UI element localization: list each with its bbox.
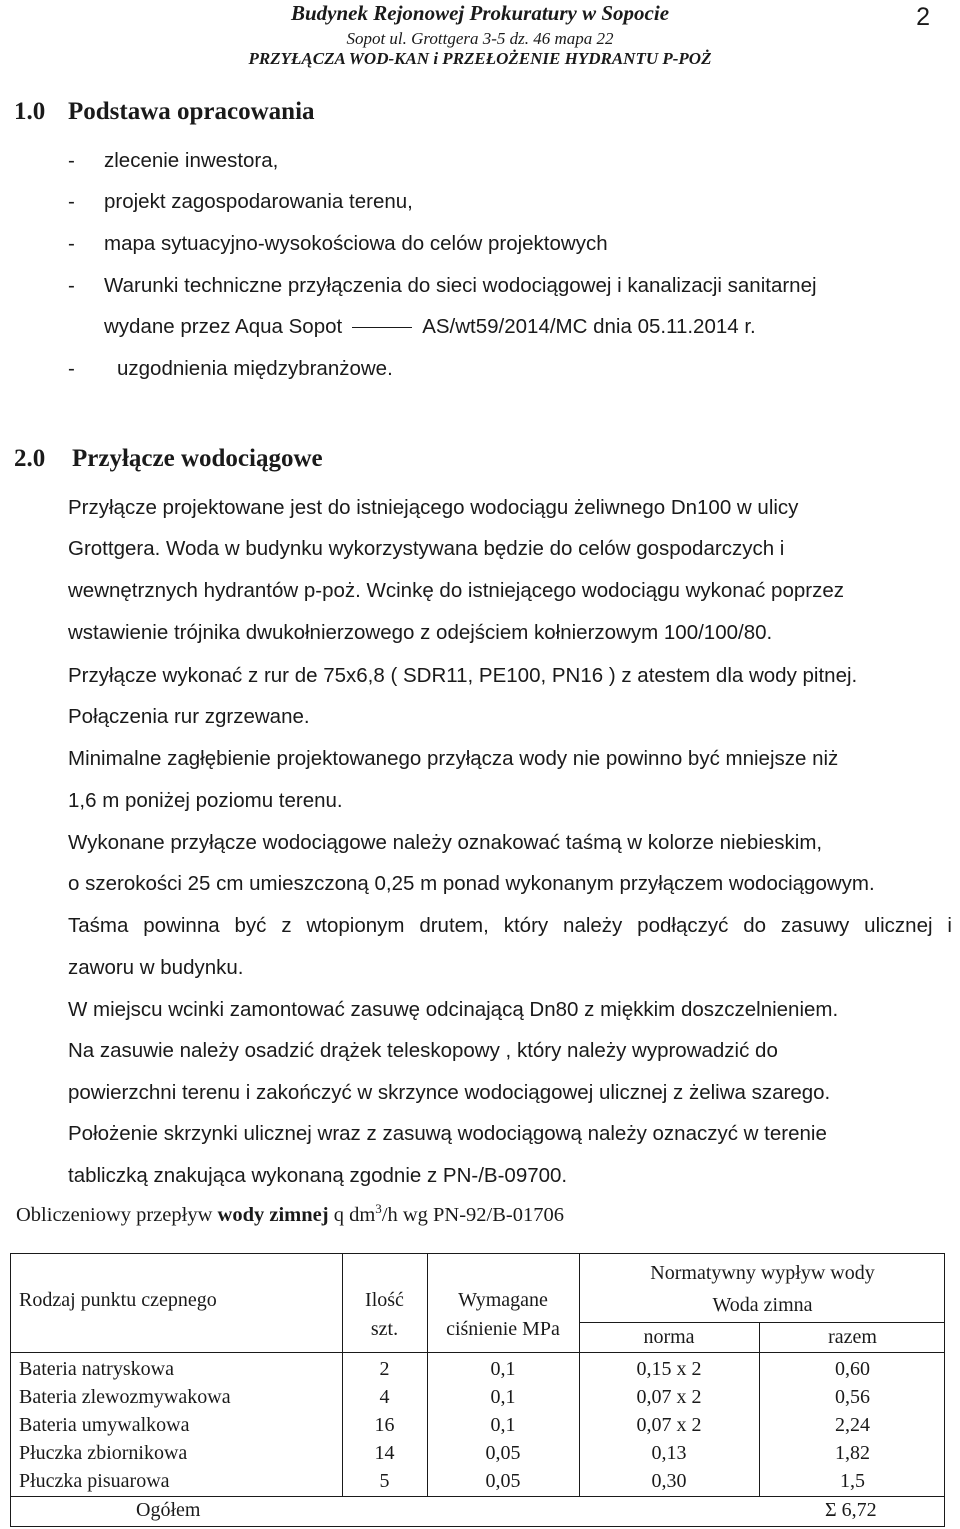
list-item-continuation	[104, 315, 756, 339]
row-pressure: 0,05	[485, 1470, 521, 1492]
list-item: mapa sytuacyjno-wysokościowa do celów projektowych	[104, 232, 608, 255]
section-1-title: Podstawa opracowania	[68, 98, 315, 125]
row-name: Bateria umywalkowa	[19, 1414, 190, 1436]
calc-suffix: /h wg PN-92/B-01706	[381, 1203, 564, 1226]
paragraph-line: Wykonane przyłącze wodociągowe należy oznakować taśmą w kolorze niebieskim,	[68, 831, 823, 854]
calc-bold: wody zimnej	[217, 1203, 329, 1226]
list-item: zlecenie inwestora,	[104, 149, 279, 172]
reference-text: AS/wt59/2014/MC dnia 05.11.2014 r.	[422, 315, 756, 338]
row-qty: 14	[374, 1442, 395, 1464]
paragraph-line: zaworu w budynku.	[68, 956, 244, 979]
row-qty: 5	[379, 1470, 390, 1492]
header-razem: razem	[828, 1326, 877, 1348]
section-2-title: Przyłącze wodociągowe	[72, 445, 323, 472]
calc-mid: q dm	[328, 1203, 376, 1226]
paragraph-line: tabliczką znakująca wykonaną zgodnie z PN-/B-09700.	[68, 1164, 568, 1187]
row-norma: 0,13	[651, 1442, 687, 1464]
document-address: Sopot ul. Grottgera 3-5 dz. 46 mapa 22	[346, 29, 614, 48]
row-pressure: 0,1	[490, 1386, 516, 1408]
dash-rule	[352, 327, 412, 328]
paragraph-line: Połączenia rur zgrzewane.	[68, 705, 310, 728]
paragraph-line: Grottgera. Woda w budynku wykorzystywana będzie do celów gospodarczych i	[68, 537, 785, 560]
row-razem: 1,82	[835, 1442, 870, 1464]
section-1-heading	[14, 98, 315, 126]
list-item: uzgodnienia międzybranżowe.	[117, 357, 393, 380]
section-2-heading	[14, 445, 323, 473]
paragraph-line: o szerokości 25 cm umieszczoną 0,25 m ponad wykonanym przyłączem wodociągowym.	[68, 872, 875, 895]
paragraph-line: Położenie skrzynki ulicznej wraz z zasuwą wodociągową należy oznaczyć w terenie	[68, 1122, 827, 1145]
calc-prefix: Obliczeniowy przepływ	[16, 1203, 218, 1226]
flow-table	[10, 1253, 945, 1527]
list-dash: -	[68, 357, 75, 380]
row-name: Bateria natryskowa	[19, 1358, 174, 1380]
list-item: Warunki techniczne przyłączenia do sieci wodociągowej i kanalizacji sanitarnej	[104, 274, 817, 297]
paragraph-line: Na zasuwie należy osadzić drążek teleskopowy , który należy wyprowadzić do	[68, 1039, 778, 1062]
row-norma: 0,07 x 2	[636, 1414, 702, 1436]
paragraph-line: Taśma powinna być z wtopionym drutem, który należy podłączyć do zasuwy ulicznej i	[68, 914, 952, 937]
row-norma: 0,15 x 2	[636, 1358, 702, 1380]
row-qty: 16	[374, 1414, 395, 1436]
header-flow: Normatywny wypływ wody	[650, 1262, 875, 1284]
page-number: 2	[916, 3, 930, 31]
section-2-number: 2.0	[14, 445, 46, 472]
row-norma: 0,30	[651, 1470, 687, 1492]
table-divider	[11, 1496, 944, 1497]
row-razem: 0,60	[835, 1358, 870, 1380]
header-qty: Ilość	[365, 1289, 404, 1311]
header-pressure: Wymagane	[458, 1289, 548, 1311]
list-dash: -	[68, 190, 75, 213]
row-pressure: 0,1	[490, 1358, 516, 1380]
header-norma: norma	[643, 1326, 695, 1348]
calc-superscript: 3	[375, 1201, 382, 1216]
row-pressure: 0,05	[485, 1442, 521, 1464]
row-pressure: 0,1	[490, 1414, 516, 1436]
row-razem: 1,5	[840, 1470, 865, 1492]
document-title: Budynek Rejonowej Prokuratury w Sopocie	[290, 1, 670, 25]
paragraph-line: Przyłącze projektowane jest do istniejącego wodociągu żeliwnego Dn100 w ulicy	[68, 496, 799, 519]
issuer-text: wydane przez Aqua Sopot	[104, 315, 343, 338]
paragraph-line: 1,6 m poniżej poziomu terenu.	[68, 789, 343, 812]
paragraph-line: wstawienie trójnika dwukołnierzowego z odejściem kołnierzowym 100/100/80.	[68, 621, 773, 644]
total-label: Ogółem	[136, 1499, 201, 1521]
total-value: Σ 6,72	[825, 1499, 877, 1521]
header-pressure-unit: ciśnienie MPa	[446, 1318, 560, 1340]
list-dash: -	[68, 274, 75, 297]
row-qty: 2	[379, 1358, 390, 1380]
flow-calculation-line	[16, 1201, 564, 1227]
section-1-number: 1.0	[14, 98, 46, 125]
header-qty-unit: szt.	[370, 1318, 399, 1340]
header-type: Rodzaj punktu czepnego	[19, 1289, 217, 1311]
row-norma: 0,07 x 2	[636, 1386, 702, 1408]
row-qty: 4	[379, 1386, 390, 1408]
paragraph-line: Minimalne zagłębienie projektowanego przyłącza wody nie powinno być mniejsze niż	[68, 747, 839, 770]
paragraph-line: Przyłącze wykonać z rur de 75x6,8 ( SDR11, PE100, PN16 ) z atestem dla wody pitnej.	[68, 664, 858, 687]
list-item: projekt zagospodarowania terenu,	[104, 190, 413, 213]
list-dash: -	[68, 149, 75, 172]
row-name: Płuczka zbiornikowa	[19, 1442, 188, 1464]
list-dash: -	[68, 232, 75, 255]
paragraph-line: W miejscu wcinki zamontować zasuwę odcinającą Dn80 z miękkim doszczelnieniem.	[68, 998, 839, 1021]
row-razem: 2,24	[835, 1414, 870, 1436]
paragraph-line: wewnętrznych hydrantów p-poż. Wcinkę do istniejącego wodociągu wykonać poprzez	[68, 579, 844, 602]
document-subject: PRZYŁĄCZA WOD-KAN i PRZEŁOŻENIE HYDRANTU P-POŻ	[248, 49, 712, 68]
table-divider	[579, 1322, 944, 1323]
row-razem: 0,56	[835, 1386, 870, 1408]
header-cold-water: Woda zimna	[712, 1294, 813, 1316]
paragraph-line: powierzchni terenu i zakończyć w skrzynce wodociągowej ulicznej z żeliwa szarego.	[68, 1081, 831, 1104]
table-divider	[11, 1352, 944, 1353]
row-name: Płuczka pisuarowa	[19, 1470, 170, 1492]
row-name: Bateria zlewozmywakowa	[19, 1386, 231, 1408]
